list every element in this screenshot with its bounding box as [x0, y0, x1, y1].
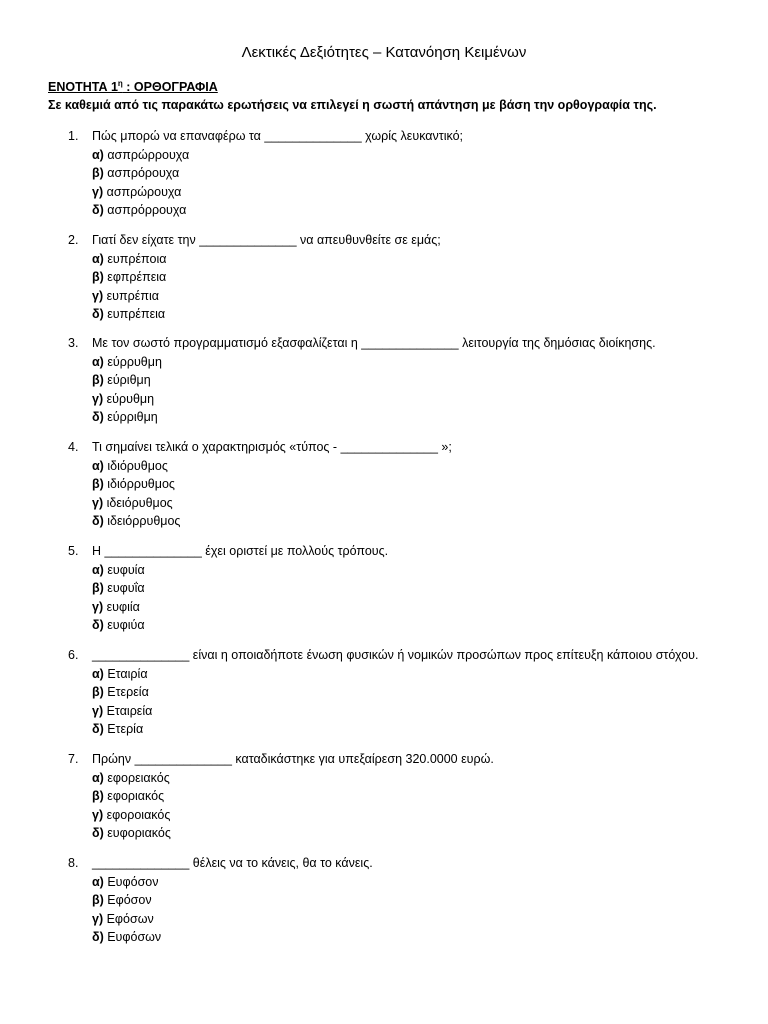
option-letter: α) — [92, 666, 104, 681]
option-letter: α) — [92, 147, 104, 162]
question-text: Γιατί δεν είχατε την ______________ να απευθυνθείτε σε εμάς; — [92, 233, 441, 247]
question-number: 6. — [68, 648, 79, 662]
answer-option — [92, 824, 748, 843]
option-text: Ευφόσον — [103, 874, 159, 889]
option-letter: β) — [92, 789, 104, 804]
option-letter: δ) — [92, 826, 104, 841]
option-text: ευφυΐα — [103, 581, 145, 596]
option-letter: β) — [92, 270, 104, 285]
option-text: ασπρόρρουχα — [103, 203, 187, 218]
option-letter: δ) — [92, 514, 104, 529]
question-line — [68, 750, 748, 769]
option-text: Εταιρεία — [103, 703, 153, 718]
option-text: Ετερία — [103, 722, 144, 737]
answer-options — [92, 353, 748, 427]
question-number: 2. — [68, 233, 79, 247]
section-superscript: η — [117, 79, 123, 88]
answer-option — [92, 457, 748, 476]
answer-options — [92, 146, 748, 220]
section-heading — [48, 80, 218, 95]
option-text: ασπρώρουχα — [103, 184, 182, 199]
answer-option — [92, 787, 748, 806]
section-label: ΕΝΟΤΗΤΑ 1 — [48, 80, 118, 94]
answer-option — [92, 702, 748, 721]
answer-option — [92, 371, 748, 390]
option-text: Ετερεία — [103, 685, 149, 700]
option-text: εφπρέπεια — [103, 270, 167, 285]
question-number: 5. — [68, 544, 79, 558]
question-line — [68, 646, 748, 665]
option-letter: γ) — [92, 495, 104, 510]
option-letter: β) — [92, 373, 104, 388]
answer-option — [92, 928, 748, 947]
option-text: ιδιόρρυθμος — [103, 477, 175, 492]
option-text: εύρυθμη — [103, 391, 155, 406]
question-text: ______________ θέλεις να το κάνεις, θα το κάνεις. — [92, 856, 373, 870]
answer-options — [92, 769, 748, 843]
document-title: Λεκτικές Δεξιότητες – Κατανόηση Κειμένων — [241, 44, 527, 61]
option-text: ιδιόρυθμος — [103, 458, 168, 473]
question-line — [68, 231, 748, 250]
option-text: ασπρώρρουχα — [103, 147, 190, 162]
question-text: Τι σημαίνει τελικά ο χαρακτηρισμός «τύπος - ______________ »; — [92, 440, 452, 454]
option-letter: γ) — [92, 288, 104, 303]
answer-option — [92, 305, 748, 324]
option-letter: β) — [92, 893, 104, 908]
answer-options — [92, 873, 748, 947]
question-line — [68, 438, 748, 457]
option-letter: β) — [92, 477, 104, 492]
option-letter: δ) — [92, 410, 104, 425]
answer-option — [92, 910, 748, 929]
option-letter: β) — [92, 166, 104, 181]
option-text: ασπρόρουχα — [103, 166, 180, 181]
answer-option — [92, 579, 748, 598]
option-letter: γ) — [92, 599, 104, 614]
option-text: ιδειόρρυθμος — [103, 514, 181, 529]
option-letter: γ) — [92, 391, 104, 406]
option-letter: α) — [92, 251, 104, 266]
answer-option — [92, 183, 748, 202]
question-text: ______________ είναι η οποιαδήποτε ένωση φυσικών ή νομικών προσώπων προς επίτευξη κάποιου στόχου. — [92, 648, 699, 662]
option-text: εφορειακός — [103, 770, 170, 785]
answer-options — [92, 561, 748, 635]
answer-option — [92, 494, 748, 513]
option-text: ευπρέπια — [103, 288, 159, 303]
option-text: ευπρέποια — [103, 251, 167, 266]
option-text: ευφιία — [103, 599, 140, 614]
answer-options — [92, 250, 748, 324]
option-letter: δ) — [92, 722, 104, 737]
question-item — [68, 854, 748, 947]
option-text: ευφοριακός — [103, 826, 171, 841]
question-item — [68, 542, 748, 635]
answer-option — [92, 201, 748, 220]
option-letter: δ) — [92, 307, 104, 322]
option-letter: γ) — [92, 807, 104, 822]
option-letter: α) — [92, 770, 104, 785]
section-suffix: : ΟΡΘΟΓΡΑΦΙΑ — [122, 80, 218, 94]
option-text: ιδειόρυθμος — [103, 495, 173, 510]
option-letter: α) — [92, 458, 104, 473]
answer-options — [92, 457, 748, 531]
option-text: ευφυία — [103, 562, 145, 577]
answer-option — [92, 353, 748, 372]
answer-option — [92, 287, 748, 306]
question-number: 4. — [68, 440, 79, 454]
answer-option — [92, 616, 748, 635]
option-text: εφοροιακός — [103, 807, 171, 822]
question-item — [68, 334, 748, 427]
question-item — [68, 127, 748, 220]
answer-option — [92, 250, 748, 269]
option-letter: α) — [92, 562, 104, 577]
question-line — [68, 334, 748, 353]
question-line — [68, 127, 748, 146]
option-letter: α) — [92, 354, 104, 369]
answer-option — [92, 683, 748, 702]
answer-option — [92, 390, 748, 409]
option-text: εύρρυθμη — [103, 354, 162, 369]
answer-option — [92, 475, 748, 494]
option-letter: γ) — [92, 184, 104, 199]
question-text: Η ______________ έχει οριστεί με πολλούς τρόπους. — [92, 544, 389, 558]
question-number: 7. — [68, 752, 79, 766]
question-item — [68, 231, 748, 324]
option-letter: δ) — [92, 203, 104, 218]
option-letter: β) — [92, 581, 104, 596]
option-letter: δ) — [92, 618, 104, 633]
answer-option — [92, 268, 748, 287]
answer-option — [92, 873, 748, 892]
question-item — [68, 646, 748, 739]
option-text: εύριθμη — [103, 373, 151, 388]
question-item — [68, 750, 748, 843]
option-text: εύρριθμη — [103, 410, 158, 425]
question-number: 3. — [68, 336, 79, 350]
option-text: Ευφόσων — [103, 930, 162, 945]
answer-option — [92, 720, 748, 739]
question-text: Πρώην ______________ καταδικάστηκε για υπεξαίρεση 320.0000 ευρώ. — [92, 752, 494, 766]
answer-option — [92, 598, 748, 617]
option-letter: α) — [92, 874, 104, 889]
answer-option — [92, 891, 748, 910]
question-text: Πώς μπορώ να επαναφέρω τα ______________ χωρίς λευκαντικό; — [92, 129, 464, 143]
answer-option — [92, 665, 748, 684]
option-letter: γ) — [92, 911, 104, 926]
option-letter: β) — [92, 685, 104, 700]
answer-options — [92, 665, 748, 739]
answer-option — [92, 769, 748, 788]
question-item — [68, 438, 748, 531]
option-letter: γ) — [92, 703, 104, 718]
question-text: Με τον σωστό προγραμματισμό εξασφαλίζεται η ______________ λειτουργία της δημόσιας διοίκησης. — [92, 336, 656, 350]
option-text: Εταιρία — [103, 666, 148, 681]
answer-option — [92, 408, 748, 427]
answer-option — [92, 146, 748, 165]
option-text: εφοριακός — [103, 789, 165, 804]
question-line — [68, 542, 748, 561]
answer-option — [92, 806, 748, 825]
option-letter: δ) — [92, 930, 104, 945]
option-text: Εφόσον — [103, 893, 152, 908]
instruction-text: Σε καθεμιά από τις παρακάτω ερωτήσεις να επιλεγεί η σωστή απάντηση με βάση την ορθογραφία της. — [48, 98, 657, 112]
option-text: Εφόσων — [103, 911, 154, 926]
question-line — [68, 854, 748, 873]
answer-option — [92, 164, 748, 183]
question-number: 8. — [68, 856, 79, 870]
answer-option — [92, 512, 748, 531]
option-text: ευπρέπεια — [103, 307, 166, 322]
question-number: 1. — [68, 129, 79, 143]
answer-option — [92, 561, 748, 580]
option-text: ευφιύα — [103, 618, 145, 633]
